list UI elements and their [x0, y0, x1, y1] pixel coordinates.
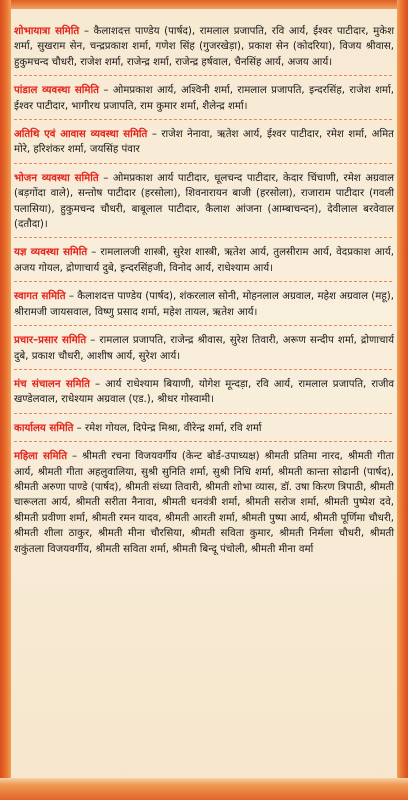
- committee-section: [14, 83, 394, 114]
- committee-heading: कार्यालय समिति: [14, 422, 74, 434]
- committee-section: [14, 24, 394, 70]
- divider: [14, 281, 394, 282]
- committee-members: – ओमप्रकाश आर्य पाटीदार, धूलचन्द पाटीदार, केदार चिंचाणी, रमेश अग्रवाल (बड़गोंदा वाले), सन्तोष पाटीदार (हरसोला), शिवनारायन बाजी (हरसोला), राजाराम पाटीदार (गवली पलासिया), हुकुमचन्द चौधरी, बाबूलाल पाटीदार, कैलाश आंजना (आम्बाचन्दन), देवीलाल बरवेवाल (दतौदा)।: [14, 172, 395, 231]
- committee-section: [14, 289, 394, 320]
- committee-members: – राजेश नेनावा, ऋतेश आर्य, ईश्वर पाटीदार, रमेश शर्मा, अमित मोरे, हरिशंकर शर्मा, जयसिंह पंवार: [14, 129, 394, 156]
- committee-members: – रमेश गोयल, दिपेन्द्र मिश्रा, वीरेन्द्र शर्मा, रवि शर्मा: [73, 422, 262, 434]
- divider: [14, 325, 394, 326]
- divider: [14, 413, 394, 414]
- committee-section: [14, 377, 394, 408]
- bottom-border: [0, 778, 408, 800]
- divider: [14, 237, 394, 238]
- committee-list: [14, 24, 394, 557]
- committee-heading: मंच संचालन समिति: [14, 378, 90, 390]
- committee-section: [14, 171, 394, 233]
- committee-heading: अतिथि एवं आवास व्यवस्था समिति: [14, 129, 148, 141]
- committee-heading: प्रचार–प्रसार समिति: [14, 335, 87, 347]
- committee-heading: स्वागत समिति: [14, 291, 66, 303]
- top-border: [0, 0, 408, 9]
- committee-section: [14, 127, 394, 158]
- committee-members: – कैलाशदत्त पाण्डेय (पार्षद), रामलाल प्रजापति, रवि आर्य, ईश्वर पाटीदार, मुकेश शर्मा, सुखराम सेन, चन्द्रप्रकाश शर्मा, गणेश सिंह (गुजरखेड़ा), प्रकाश सेन (कोदरिया), विजय श्रीवास, हुकुमचन्द चौधरी, राजेश शर्मा, राजेन्द्र शर्मा, राजेन्द्र हर्षवाल, चैनसिंह आर्य, अजय आर्य।: [14, 26, 394, 68]
- divider: [14, 163, 394, 164]
- right-border: [397, 0, 408, 800]
- committee-members: – ओमप्रकाश आर्य, अश्विनी शर्मा, रामलाल प्रजापति, इन्दरसिंह, राजेश शर्मा, ईश्वर पाटीदार, भागीरथ प्रजापति, राम कुमार शर्मा, शैलेन्द्र शर्मा।: [14, 85, 394, 112]
- divider: [14, 369, 394, 370]
- committee-heading: भोजन व्यवस्था समिति: [14, 172, 99, 184]
- committee-members: – रामलालजी शास्त्री, सुरेश शास्त्री, ऋतेश आर्य, तुलसीराम आर्य, वेदप्रकाश आर्य, अजय गोयल, द्रोणाचार्य दुबे, इन्दरसिंहजी, विनोद आर्य, राधेश्याम आर्य।: [14, 247, 394, 274]
- divider: [14, 119, 394, 120]
- committee-section: [14, 245, 394, 276]
- committee-members: – कैलाशदत्त पाण्डेय (पार्षद), शंकरलाल सोनी, मोहनलाल अग्रवाल, महेश अग्रवाल (महू), श्रीरामजी जायसवाल, विष्णु प्रसाद शर्मा, महेश तायल, ऋतेश आर्य।: [14, 291, 394, 318]
- left-border: [0, 0, 11, 800]
- committee-members: – आर्य राधेश्याम बियाणी, योगेश मून्दड़ा, रवि आर्य, रामलाल प्रजापति, राजीव खण्डेलवाल, राधेश्याम अग्रवाल (एड.), श्रीधर गोस्वामी।: [14, 378, 394, 406]
- committee-members: – रामलाल प्रजापति, राजेन्द्र श्रीवास, सुरेश तिवारी, अरूण सन्दीप शर्मा, द्रोणाचार्य दुबे, प्रकाश चौधरी, आशीष आर्य, सुरेश आर्य।: [14, 335, 394, 362]
- divider: [14, 75, 394, 76]
- committee-heading: पांडाल व्यवस्था समिति: [14, 85, 99, 97]
- committee-heading: महिला समिति: [14, 451, 68, 463]
- committee-heading: शोभायात्रा समिति: [14, 26, 80, 37]
- divider: [14, 441, 394, 442]
- committee-members: – श्रीमती रचना विजयवर्गीय (केन्ट बोर्ड-उपाध्यक्ष) श्रीमती प्रतिमा नारद, श्रीमती गीता आर्य, श्रीमती गीता अहलुवालिया, सुश्री सुनिति शर्मा, सुश्री निधि शर्मा, श्रीमती कान्ता सोढानी (पार्षद), श्रीमती अरुणा पाण्डे (पार्षद), श्रीमती संध्या तिवारी, श्रीमती शोभा व्यास, डॉ. उषा किरण त्रिपाठी, श्रीमती चारूलता आर्य, श्रीमती सरीता नैनावा, श्रीमती धनवंत्री शर्मा, श्रीमती सरोज शर्मा, श्रीमती पुष्पेश दवे, श्रीमती प्रवीणा शर्मा, श्रीमती रमन यादव, श्रीमती आरती शर्मा, श्रीमती पुष्पा आर्य, श्रीमती पूर्णिमा चौधरी, श्रीमती शीला ठाकुर, श्रीमती मीना चौरसिया, श्रीमती सविता कुमार, श्रीमती निर्मला चौधरी, श्रीमती शकुंतला विजयवर्गीय, श्रीमती सविता शर्मा, श्रीमती बिन्दू पंचोली, श्रीमती मीना वर्मा: [14, 451, 395, 555]
- committee-section: [14, 333, 394, 364]
- committee-heading: यज्ञ व्यवस्था समिति: [14, 247, 88, 259]
- committee-section: [14, 449, 394, 557]
- committee-section: [14, 421, 394, 436]
